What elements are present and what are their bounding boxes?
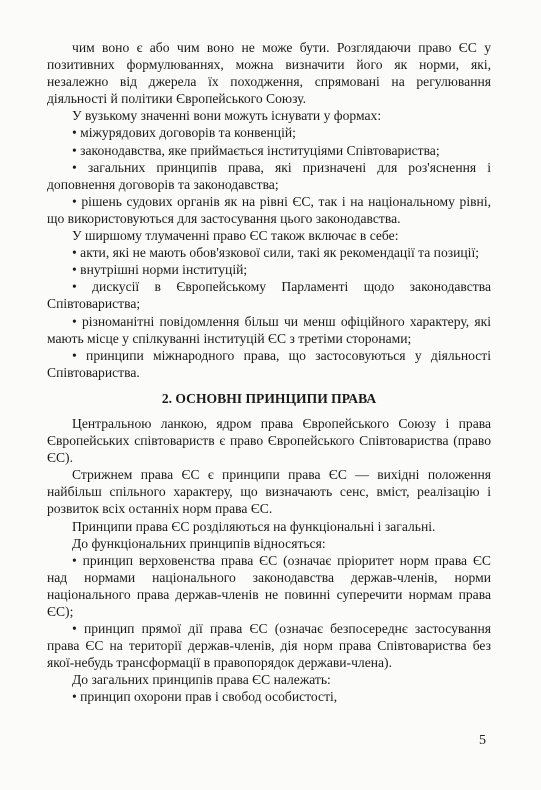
list-item: • принцип охорони прав і свобод особистості, (72, 689, 338, 705)
paragraph: Центральною ланкою, ядром права Європейського Союзу і права Європейських співтовариств є право Європейського Співтовариства (право ЄС). (47, 415, 491, 466)
paragraph: У вузькому значенні вони можуть існувати у формах: (72, 108, 382, 124)
paragraph: У ширшому тлумаченні право ЄС також включає в себе: (72, 228, 399, 244)
paragraph: Стрижнем права ЄС є принципи права ЄС — вихідні положення найбільш спільного характеру, що визначають сенс, вміст, реалізацію і розвиток всіх останніх норм права ЄС. (47, 467, 491, 517)
section-title: 2. ОСНОВНІ ПРИНЦИПИ ПРАВА (161, 390, 377, 406)
page-number: 5 (479, 733, 486, 748)
list-item: • законодавства, яке приймається інституціями Співтовариства; (72, 142, 440, 158)
list-item: • загальних принципів права, які призначені для роз'яснення і доповнення договорів та законодавства; (47, 159, 491, 192)
list-item: • дискусії в Європейському Парламенті щодо законодавства Співтовариства; (47, 279, 491, 312)
paragraph: чим воно є або чим воно не може бути. Розглядаючи право ЄС у позитивних формулюваннях, можна визначити його як норми, які, незалежно від джерела їх походження, спрямовані на регулювання діяльності й політики Європейського Союзу. (47, 40, 491, 107)
list-item: • міжурядових договорів та конвенцій; (72, 125, 296, 141)
list-item: • внутрішні норми інституцій; (72, 262, 248, 278)
list-item: • принцип верховенства права ЄС (означає пріоритет норм права ЄС над нормами національного законодавства держав-членів, норми національного права держав-членів не повинні суперечити нормам права ЄС); (47, 552, 491, 619)
list-item: • різноманітні повідомлення більш чи менш офіційного характеру, які мають місце у спілкуванні інституцій ЄС з третіми сторонами; (47, 313, 491, 346)
main-text (47, 39, 491, 706)
paragraph: До загальних принципів права ЄС належать: (72, 672, 331, 688)
list-item: • акти, які не мають обов'язкової сили, такі як рекомендації та позиції; (72, 245, 480, 261)
paragraph: Принципи права ЄС розділяються на функціональні і загальні. (72, 518, 436, 534)
list-item: • принцип прямої дії права ЄС (означає безпосереднє застосування права ЄС на території держав-членів, дія норм права Співтовариства без якої-небудь трансформації в правопорядок держави-члена). (47, 621, 491, 671)
paragraph: До функціональних принципів відносяться: (72, 535, 326, 551)
list-item: • принципи міжнародного права, що застосовуються у діяльності Співтовариства. (47, 347, 491, 380)
list-item: • рішень судових органів як на рівні ЄС, так і на національному рівні, що використовуються для застосування цього законодавства. (47, 193, 491, 226)
